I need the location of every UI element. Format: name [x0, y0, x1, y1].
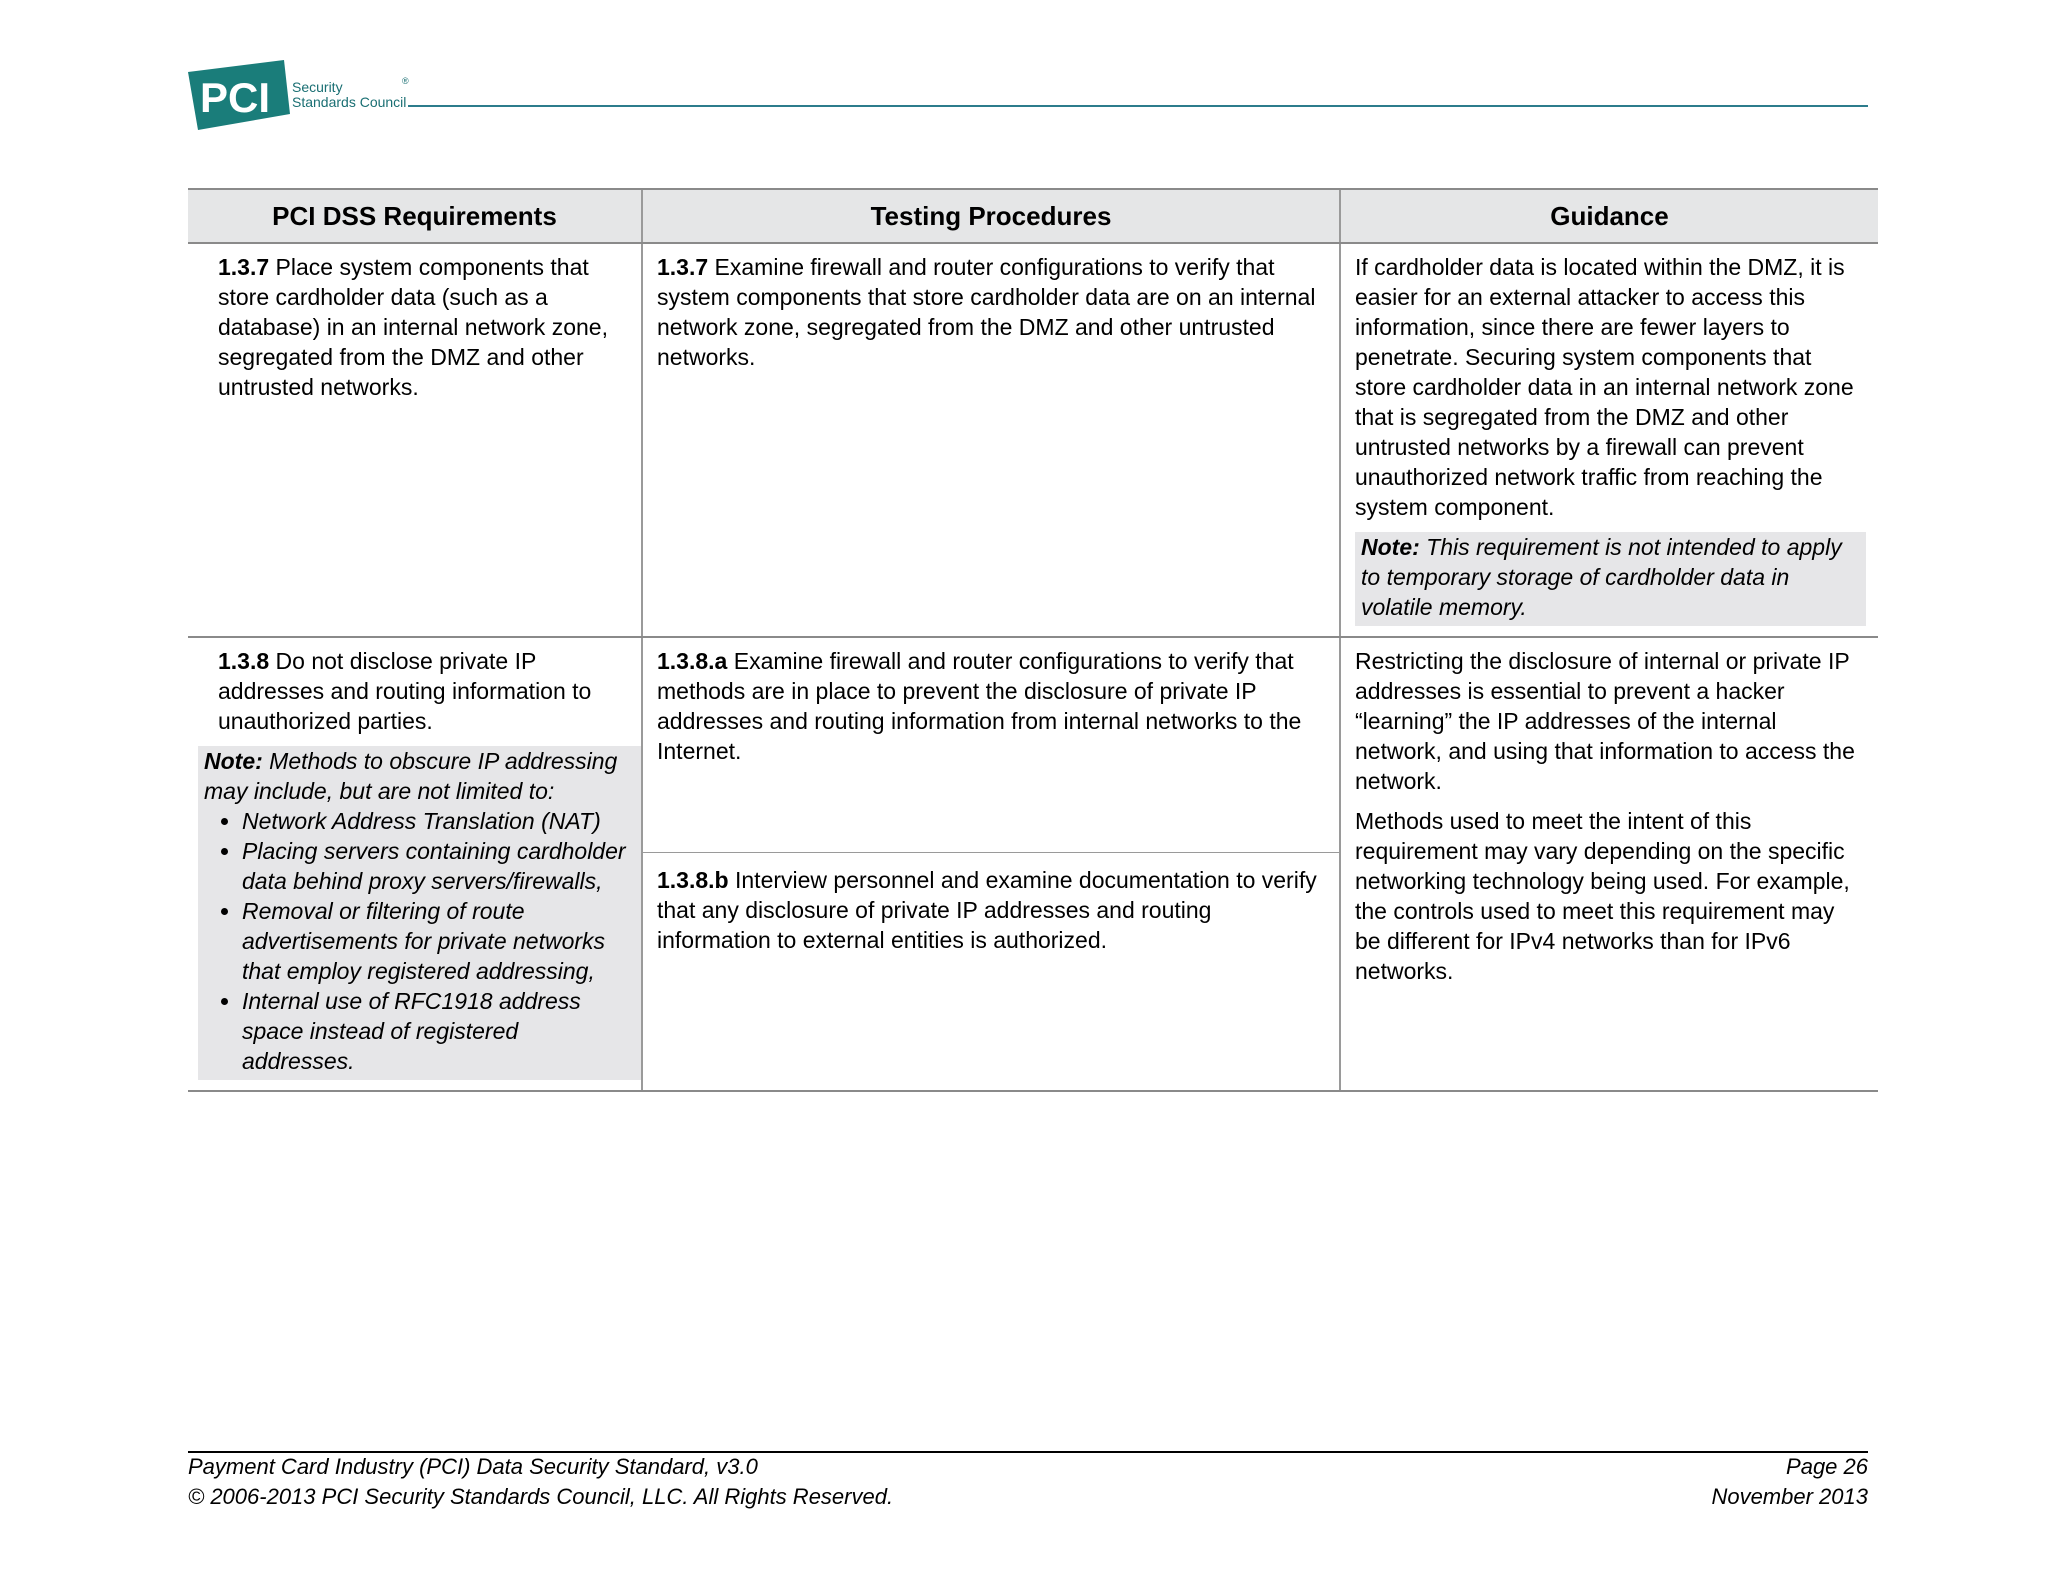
testing-text: Examine firewall and router configurations to verify that system components that store cardholder data are on an internal network zone, segregated from the DMZ and other untrusted networks.: [657, 254, 1316, 370]
footer-page-number: Page 26: [1786, 1454, 1868, 1479]
footer-title: Payment Card Industry (PCI) Data Security Standard, v3.0: [188, 1454, 758, 1479]
table-row-1-3-8: [188, 637, 1878, 853]
guidance-paragraph-2: Methods used to meet the intent of this requirement may vary depending on the specific networking technology being used. For example, the controls used to meet this requirement may be different for IPv4 networks than for IPv6 networks.: [1355, 808, 1850, 984]
guidance-text: If cardholder data is located within the DMZ, it is easier for an external attacker to access this information, since there are fewer layers to penetrate. Securing system components that store cardholder data in an internal network zone that is segregated from the DMZ and other untrusted networks by a firewall can prevent unauthorized network traffic from reaching the system component.: [1355, 254, 1854, 520]
testing-1-3-8-a: [642, 637, 1340, 853]
requirement-1-3-7: [188, 243, 642, 637]
note-list: [204, 806, 635, 1076]
footer-date: November 2013: [1711, 1484, 1868, 1509]
requirement-text: Do not disclose private IP addresses and routing information to unauthorized parties.: [218, 648, 592, 734]
requirements-table: [188, 188, 1878, 1092]
guidance-1-3-7: [1340, 243, 1878, 637]
requirement-text: Place system components that store cardholder data (such as a database) in an internal network zone, segregated from the DMZ and other untrusted networks.: [218, 254, 608, 400]
requirement-note: [198, 746, 641, 1080]
testing-id: 1.3.8.b: [657, 867, 729, 893]
testing-1-3-8-b: [642, 853, 1340, 1092]
footer-copyright: © 2006-2013 PCI Security Standards Council, LLC. All Rights Reserved.: [188, 1484, 894, 1509]
guidance-note: [1355, 532, 1866, 626]
note-text: This requirement is not intended to apply to temporary storage of cardholder data in volatile memory.: [1361, 534, 1842, 620]
table-row-1-3-7: [188, 243, 1878, 637]
note-label: Note:: [204, 748, 263, 774]
requirement-1-3-8: [188, 637, 642, 1091]
requirement-id: 1.3.8: [218, 648, 270, 674]
note-text: Methods to obscure IP addressing may include, but are not limited to:: [204, 748, 618, 804]
testing-id: 1.3.7: [657, 254, 709, 280]
testing-text: Examine firewall and router configurations to verify that methods are in place to prevent the disclosure of private IP addresses and routing information from internal networks to the Internet.: [657, 648, 1302, 764]
header-rule: [408, 105, 1868, 107]
pci-logo-mark: PCI: [200, 74, 271, 121]
list-item: • Network Address Translation (NAT): [242, 806, 635, 836]
table-header-row: [188, 189, 1878, 243]
registered-mark: ®: [402, 76, 409, 86]
testing-1-3-7: [642, 243, 1340, 637]
list-item: • Placing servers containing cardholder data behind proxy servers/firewalls,: [242, 836, 635, 896]
guidance-1-3-8: [1340, 637, 1878, 1091]
requirement-id: 1.3.7: [218, 254, 270, 280]
testing-id: 1.3.8.a: [657, 648, 728, 674]
logo-text: [292, 80, 406, 110]
guidance-paragraph-1: Restricting the disclosure of internal or private IP addresses is essential to prevent a hacker “learning” the IP addresses of the internal network, and using that information to access the network.: [1355, 648, 1855, 794]
list-item: • Internal use of RFC1918 address space instead of registered addresses.: [242, 986, 635, 1076]
header-requirements: PCI DSS Requirements: [188, 189, 642, 243]
note-label: Note:: [1361, 534, 1420, 560]
header-testing-procedures: Testing Procedures: [642, 189, 1340, 243]
logo-line-1: Security: [292, 79, 343, 95]
testing-text: Interview personnel and examine documentation to verify that any disclosure of private IP addresses and routing information to external entities is authorized.: [657, 867, 1317, 953]
header-guidance: Guidance: [1340, 189, 1878, 243]
logo-line-2: Standards Council: [292, 94, 407, 110]
list-item: • Removal or filtering of route advertisements for private networks that employ registered addressing,: [242, 896, 635, 986]
